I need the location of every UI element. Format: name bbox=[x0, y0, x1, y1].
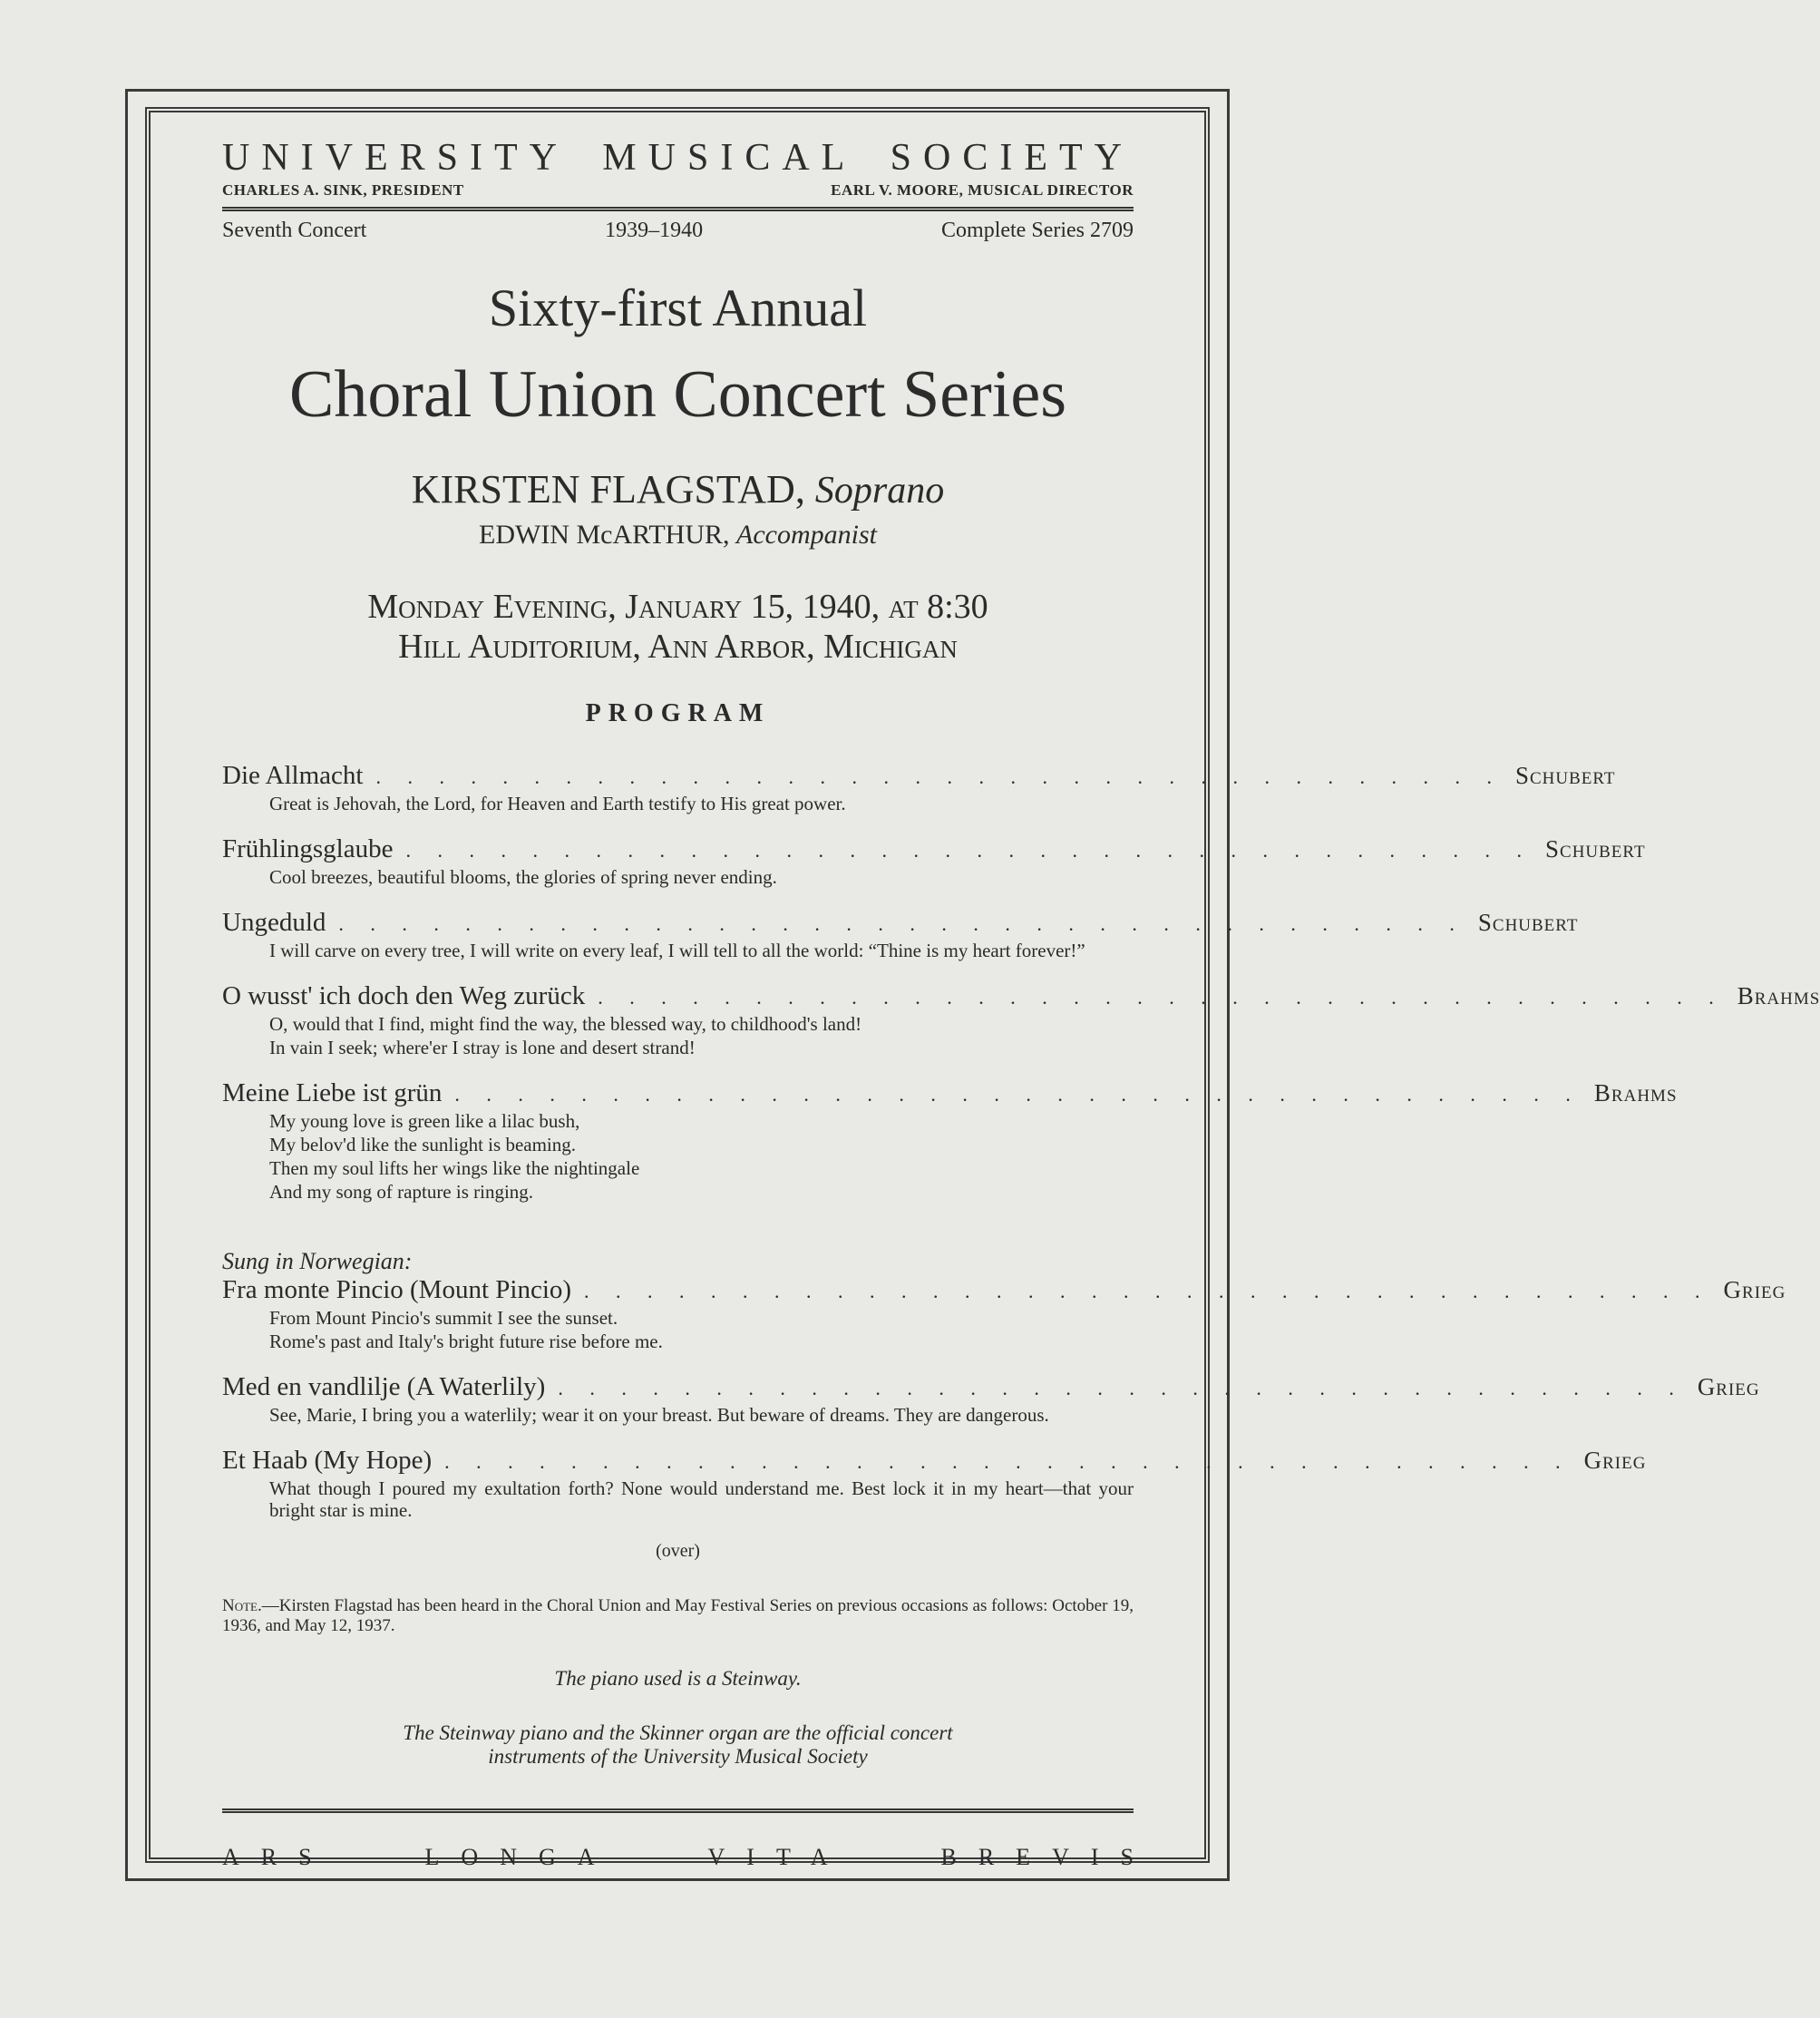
norwegian-list bbox=[222, 1275, 1786, 1521]
organ-line-1: The Steinway piano and the Skinner organ are the official concert bbox=[403, 1721, 953, 1744]
motto-word: LONGA bbox=[424, 1844, 617, 1870]
accompanist bbox=[222, 520, 1134, 551]
series-title: Choral Union Concert Series bbox=[289, 357, 1066, 432]
complete-series: Complete Series 2709 bbox=[941, 219, 1134, 242]
program-piece bbox=[222, 1078, 1678, 1203]
note-text: —Kirsten Flagstad has been heard in the Choral Union and May Festival Series on previous occasions as follows: October 19, 1936, and May 12, 1937. bbox=[222, 1596, 1134, 1635]
annual-title: Sixty-first Annual bbox=[488, 278, 868, 337]
piece-title: Die Allmacht bbox=[222, 761, 364, 790]
piece-translation: Cool breezes, beautiful blooms, the glories of spring never ending. bbox=[269, 866, 777, 888]
piece-heading bbox=[222, 981, 1820, 1011]
concert-number: Seventh Concert bbox=[222, 219, 367, 242]
piece-translation: My belov'd like the sunlight is beaming. bbox=[269, 1134, 576, 1155]
program-piece bbox=[222, 761, 1616, 814]
piece-title: Ungeduld bbox=[222, 908, 326, 937]
note-label: Note. bbox=[222, 1596, 262, 1615]
soloist bbox=[222, 466, 1134, 512]
officers bbox=[222, 181, 1134, 200]
piece-heading bbox=[222, 761, 1616, 791]
motto-word: ARS bbox=[222, 1844, 334, 1870]
piece-title: Frühlingsglaube bbox=[222, 834, 394, 863]
organ-line-2: instruments of the University Musical Society bbox=[488, 1745, 868, 1768]
dot-leader: . . . . . . . . . . . . . . . . . . . . . . . . . . . . . . . . . . . . bbox=[558, 1377, 1685, 1399]
president: CHARLES A. SINK, PRESIDENT bbox=[222, 181, 464, 199]
motto bbox=[222, 1844, 1155, 1871]
piece-heading bbox=[222, 834, 1646, 864]
event-venue: Hill Auditorium, Ann Arbor, Michigan bbox=[398, 628, 958, 666]
piece-translation: In vain I seek; where'er I stray is lone and desert strand! bbox=[269, 1037, 696, 1058]
piece-translation: Then my soul lifts her wings like the nightingale bbox=[269, 1157, 640, 1179]
header-rule bbox=[222, 207, 1134, 211]
dot-leader: . . . . . . . . . . . . . . . . . . . . . . . . . . . . . . . . . . . . bbox=[375, 765, 1503, 788]
program-piece bbox=[222, 1446, 1647, 1521]
series-info bbox=[222, 219, 1134, 243]
society-word: UNIVERSITY bbox=[222, 137, 569, 179]
society-name bbox=[222, 136, 1134, 180]
program-heading: PROGRAM bbox=[585, 699, 771, 727]
dot-leader: . . . . . . . . . . . . . . . . . . . . . . . . . . . . . . . . . . . . bbox=[454, 1083, 1582, 1106]
event-date: Monday Evening, January 15, 1940, at 8:30 bbox=[367, 588, 988, 626]
piece-composer: Schubert bbox=[1545, 835, 1646, 863]
program-piece bbox=[222, 834, 1646, 888]
piece-heading bbox=[222, 1275, 1786, 1305]
piece-translation: I will carve on every tree, I will write on every leaf, I will tell to all the world: “Thine is my heart forever!” bbox=[269, 940, 1085, 961]
footer-rule bbox=[222, 1808, 1134, 1813]
program-list bbox=[222, 761, 1820, 1203]
soloist-role: Soprano bbox=[814, 470, 945, 512]
program-piece bbox=[222, 1275, 1786, 1352]
society-word: SOCIETY bbox=[890, 137, 1134, 179]
piece-title: Et Haab (My Hope) bbox=[222, 1446, 433, 1475]
norwegian-heading: Sung in Norwegian: bbox=[222, 1248, 413, 1274]
piece-heading bbox=[222, 1446, 1647, 1476]
piece-heading bbox=[222, 908, 1579, 938]
motto-word: VITA bbox=[707, 1844, 850, 1870]
over-note: (over) bbox=[656, 1541, 700, 1561]
piece-translation: See, Marie, I bring you a waterlily; wear it on your breast. But beware of dreams. They are dangerous. bbox=[269, 1404, 1049, 1426]
piece-translation: What though I poured my exultation forth? None would understand me. Best lock it in my heart—that your bright star is mine. bbox=[269, 1477, 1134, 1521]
society-word: MUSICAL bbox=[602, 137, 857, 179]
piece-translation: And my song of rapture is ringing. bbox=[269, 1181, 534, 1203]
piece-translation: From Mount Pincio's summit I see the sunset. bbox=[269, 1307, 618, 1329]
season: 1939–1940 bbox=[605, 219, 704, 242]
program-piece bbox=[222, 981, 1820, 1058]
piece-translation: O, would that I find, might find the way, the blessed way, to childhood's land! bbox=[269, 1013, 862, 1035]
piece-composer: Grieg bbox=[1583, 1447, 1647, 1474]
program-piece bbox=[222, 1372, 1760, 1426]
accompanist-name: EDWIN McARTHUR, bbox=[479, 520, 730, 550]
dot-leader: . . . . . . . . . . . . . . . . . . . . . . . . . . . . . . . . . . . . bbox=[338, 912, 1465, 935]
dot-leader: . . . . . . . . . . . . . . . . . . . . . . . . . . . . . . . . . . . . bbox=[584, 1280, 1711, 1302]
piece-title: O wusst' ich doch den Weg zurück bbox=[222, 981, 586, 1010]
piece-title: Fra monte Pincio (Mount Pincio) bbox=[222, 1275, 572, 1304]
piano-line: The piano used is a Steinway. bbox=[554, 1667, 802, 1690]
piece-title: Meine Liebe ist grün bbox=[222, 1078, 443, 1107]
dot-leader: . . . . . . . . . . . . . . . . . . . . . . . . . . . . . . . . . . . . bbox=[405, 839, 1533, 862]
piece-title: Med en vandlilje (A Waterlily) bbox=[222, 1372, 546, 1401]
musical-director: EARL V. MOORE, MUSICAL DIRECTOR bbox=[831, 181, 1134, 199]
accompanist-role: Accompanist bbox=[736, 520, 877, 550]
piece-translation: Rome's past and Italy's bright future rise before me. bbox=[269, 1331, 663, 1352]
piece-composer: Schubert bbox=[1514, 762, 1616, 789]
piece-heading bbox=[222, 1372, 1760, 1402]
piece-composer: Grieg bbox=[1723, 1276, 1786, 1303]
piece-translation: My young love is green like a lilac bush, bbox=[269, 1110, 580, 1132]
piece-heading bbox=[222, 1078, 1678, 1108]
organ-line bbox=[222, 1721, 1134, 1769]
dot-leader: . . . . . . . . . . . . . . . . . . . . . . . . . . . . . . . . . . . . bbox=[598, 986, 1725, 1009]
piece-translation: Great is Jehovah, the Lord, for Heaven and Earth testify to His great power. bbox=[269, 793, 846, 814]
soloist-name: KIRSTEN FLAGSTAD, bbox=[411, 467, 805, 512]
dot-leader: . . . . . . . . . . . . . . . . . . . . . . . . . . . . . . . . . . . . bbox=[444, 1450, 1572, 1473]
history-note bbox=[222, 1596, 1134, 1636]
piece-composer: Grieg bbox=[1697, 1373, 1760, 1400]
motto-word: BREVIS bbox=[940, 1844, 1155, 1870]
piece-composer: Schubert bbox=[1477, 909, 1579, 936]
program-page bbox=[222, 136, 1820, 1871]
piece-composer: Brahms bbox=[1593, 1079, 1678, 1106]
piece-composer: Brahms bbox=[1737, 982, 1820, 1009]
program-piece bbox=[222, 908, 1579, 961]
